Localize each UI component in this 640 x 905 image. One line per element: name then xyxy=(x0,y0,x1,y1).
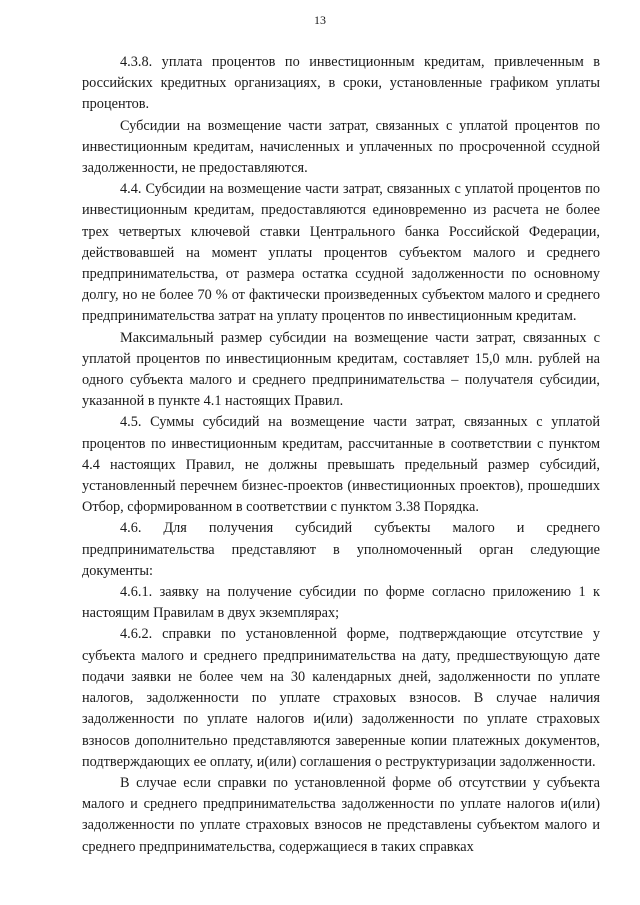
document-body xyxy=(82,52,600,858)
paragraph-overdue-debt-exclusion: Субсидии на возмещение части затрат, связанных с уплатой процентов по инвестиционным кредитам, начисленных и уплаченных по просроченной ссудной задолженности, не предоставляются. xyxy=(82,117,600,177)
paragraph-missing-certificates: В случае если справки по установленной форме об отсутствии у субъекта малого и среднего предпринимательства задолженности по уплате налогов и(или) задолженности по уплате страховых взносов не представлены субъектом малого и среднего предпринимательства, содержащиеся в таких справках xyxy=(82,774,600,855)
paragraph-4-4: 4.4. Субсидии на возмещение части затрат, связанных с уплатой процентов по инвестиционным кредитам, предоставляются единовременно из расчета не более трех четвертых ключевой ставки Центрального банка Российской Федерации, действовавшей на момент уплаты процентов субъектом малого и среднего предпринимательства, от размера остатка ссудной задолженности по основному долгу, но не более 70 % от фактически произведенных субъектом малого и среднего предпринимательства затрат на уплату процентов по инвестиционным кредитам. xyxy=(82,181,600,325)
paragraph-4-6-2: 4.6.2. справки по установленной форме, подтверждающие отсутствие у субъекта малого и среднего предпринимательства на дату, предшествующую дате подачи заявки не более чем на 30 календарных дней, задолженности по уплате налогов, задолженности по уплате страховых взносов. В случае наличия задолженности по уплате налогов и(или) задолженности по уплате страховых взносов дополнительно представляются заверенные копии платежных документов, подтверждающих ее оплату, и(или) соглашения о реструктуризации задолженности. xyxy=(82,626,600,770)
paragraph-4-6-1: 4.6.1. заявку на получение субсидии по форме согласно приложению 1 к настоящим Правилам в двух экземплярах; xyxy=(82,584,600,622)
page-number: 13 xyxy=(314,13,326,27)
paragraph-4-3-8: 4.3.8. уплата процентов по инвестиционным кредитам, привлеченным в российских кредитных организациях, в сроки, установленные графиком уплаты процентов. xyxy=(82,54,600,113)
paragraph-4-6: 4.6. Для получения субсидий субъекты малого и среднего предпринимательства представляют в уполномоченный орган следующие документы: xyxy=(82,520,600,579)
paragraph-max-subsidy: Максимальный размер субсидии на возмещение части затрат, связанных с уплатой процентов по инвестиционным кредитам, составляет 15,0 млн. рублей на одного субъекта малого и среднего предпринимательства – получателя субсидии, указанной в пункте 4.1 настоящих Правил. xyxy=(82,329,600,410)
paragraph-4-5: 4.5. Суммы субсидий на возмещение части затрат, связанных с уплатой процентов по инвестиционным кредитам, рассчитанные в соответствии с пунктом 4.4 настоящих Правил, не должны превышать предельный размер субсидий, установленный перечнем бизнес-проектов (инвестиционных проектов), прошедших Отбор, сформированном в соответствии с пунктом 3.38 Порядка. xyxy=(82,414,600,516)
